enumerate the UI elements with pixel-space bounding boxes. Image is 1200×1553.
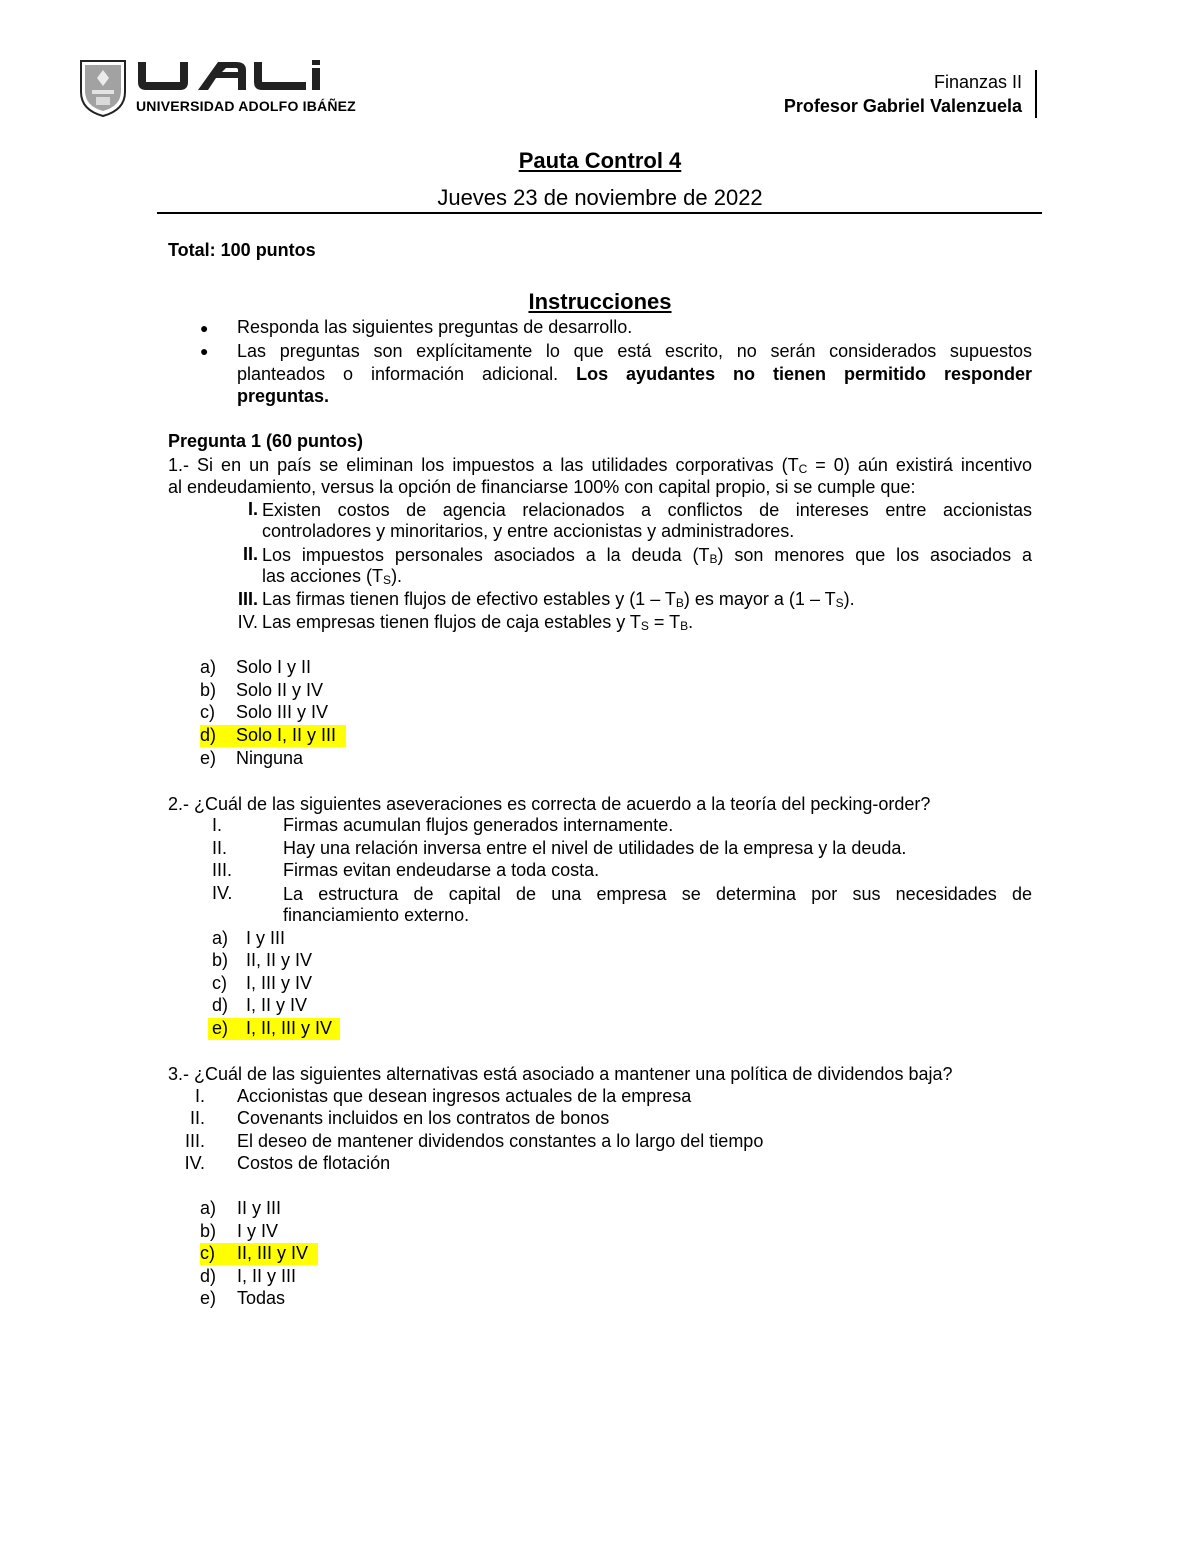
total-points: Total: 100 puntos (168, 240, 316, 260)
statement-number: I. (247, 499, 258, 519)
document-date: Jueves 23 de noviembre de 2022 (437, 185, 763, 210)
statement-number: IV. (237, 612, 258, 632)
question-1-text: 1.- Si en un país se eliminan los impuestos a las utilidades corporativas $(T_C = 0)$ aún existirá incentivo (168, 455, 1032, 476)
statement-text: Hay una relación inversa entre el nivel de utilidades de la empresa y la deuda. (283, 838, 907, 858)
statement-number: III. (212, 860, 233, 880)
university-name: UNIVERSIDAD ADOLFO IBÁÑEZ (136, 98, 356, 114)
correct-option: e) I, II, III y IV (208, 1018, 340, 1040)
statement-text: controladores y minoritarios, y entre accionistas y administradores. (262, 521, 795, 541)
statement-number: I. (212, 815, 223, 835)
statement-text: Existen costos de agencia relacionados a conflictos de intereses entre accionistas (262, 500, 1032, 520)
option-item: e) Todas (200, 1288, 286, 1308)
option-item: b) II, II y IV (212, 950, 313, 970)
question-heading: Pregunta 1 (60 puntos) (168, 431, 364, 451)
instruction-item (237, 363, 1032, 385)
statement-number: IV. (212, 883, 233, 903)
instruction-bold-text: preguntas. (237, 386, 330, 406)
university-logo (78, 58, 356, 118)
question-1-text: al endeudamiento, versus la opción de financiarse 100% con capital propio, si se cumple que: (168, 477, 916, 497)
option-item: b) Solo II y IV (200, 680, 324, 700)
question-2-text: 2.- ¿Cuál de las siguientes aseveraciones es correcta de acuerdo a la teoría del pecking-order? (168, 794, 931, 814)
statement-text: las acciones $(T_S)$. (262, 566, 403, 587)
option-item: a) Solo I y II (200, 657, 312, 677)
instruction-item: Las preguntas son explícitamente lo que está escrito, no serán considerados supuestos (237, 341, 1032, 361)
course-name: Finanzas II (933, 72, 1022, 92)
option-item: a) I y III (212, 928, 286, 948)
crest-icon (78, 58, 128, 118)
statement-text: Accionistas que desean ingresos actuales de la empresa (237, 1086, 692, 1106)
instruction-item: Responda las siguientes preguntas de desarrollo. (237, 317, 633, 337)
question-3-text: 3.- ¿Cuál de las siguientes alternativas está asociado a mantener una política de dividendos baja? (168, 1064, 953, 1084)
statement-text: Firmas evitan endeudarse a toda costa. (283, 860, 600, 880)
statement-text: financiamiento externo. (283, 905, 470, 925)
option-item: d) I, II y III (200, 1266, 297, 1286)
instructions-heading: Instrucciones (528, 289, 672, 314)
statement-text: El deseo de mantener dividendos constantes a lo largo del tiempo (237, 1131, 764, 1151)
statement-text: Las empresas tienen flujos de caja estables y $T_S = T_B$. (262, 612, 694, 633)
statement-text: Las firmas tienen flujos de efectivo estables y $(1 - T_B)$ es mayor a $(1 - T_S)$. (262, 589, 855, 610)
statement-number: III. (184, 1131, 205, 1151)
header-rule (1035, 70, 1037, 118)
title-rule (157, 212, 1042, 214)
option-item: c) Solo III y IV (200, 702, 329, 722)
option-item: a) II y III (200, 1198, 282, 1218)
statement-number: III. (237, 589, 258, 609)
uai-wordmark-icon (136, 60, 326, 94)
document-title: Pauta Control 4 (518, 148, 682, 173)
statement-text: Firmas acumulan flujos generados internamente. (283, 815, 674, 835)
statement-number: II. (189, 1108, 205, 1128)
statement-number: II. (212, 838, 228, 858)
statement-number: IV. (184, 1153, 205, 1173)
statement-text: Covenants incluidos en los contratos de bonos (237, 1108, 610, 1128)
instruction-bold-text: Los ayudantes no tienen permitido responder (576, 364, 1032, 384)
statement-text: La estructura de capital de una empresa se determina por sus necesidades de (283, 884, 1032, 904)
bullet-icon: ● (200, 320, 209, 336)
option-item: d) I, II y IV (212, 995, 308, 1015)
option-item: c) I, III y IV (212, 973, 313, 993)
option-item: e) Ninguna (200, 748, 304, 768)
correct-option: d) Solo I, II y III (200, 725, 346, 747)
option-item: b) I y IV (200, 1221, 279, 1241)
instruction-text: planteados o información adicional. (237, 364, 559, 384)
statement-text: Costos de flotación (237, 1153, 391, 1173)
correct-option: c) II, III y IV (200, 1243, 318, 1265)
statement-number: II. (242, 544, 258, 564)
statement-text: Los impuestos personales asociados a la deuda $(T_B)$ son menores que los asociados a (262, 545, 1032, 566)
bullet-icon: ● (200, 343, 209, 359)
professor-name: Profesor Gabriel Valenzuela (783, 96, 1022, 116)
statement-number: I. (194, 1086, 205, 1106)
